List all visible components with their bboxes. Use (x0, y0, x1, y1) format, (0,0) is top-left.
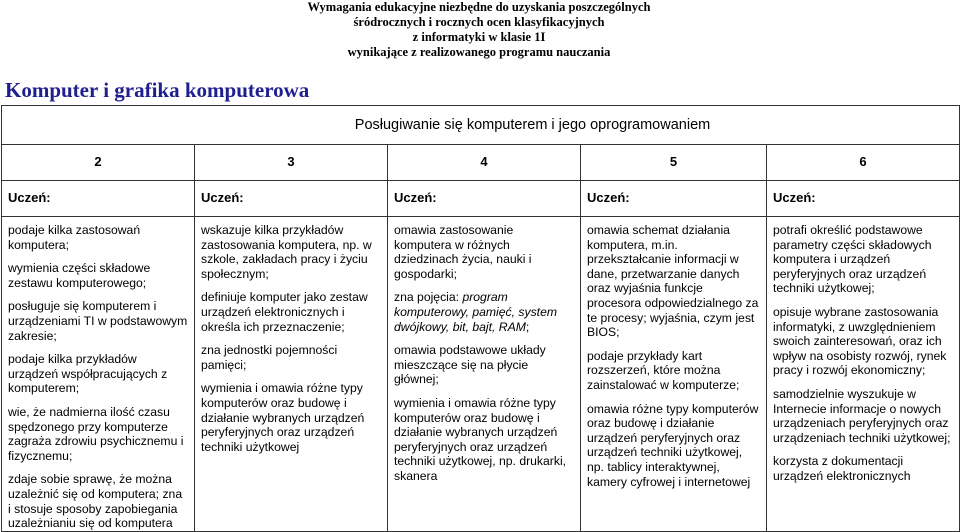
student-label: Uczeń: (767, 181, 960, 217)
requirement-item: wskazuje kilka przykładów zastosowania komputera, np. w szkole, zakładach pracy i życiu społecznym; (201, 223, 372, 281)
requirement-item: zna jednostki pojemności pamięci; (201, 343, 338, 372)
requirements-grade-2 (2, 217, 195, 532)
grade-cell: 3 (195, 145, 388, 181)
requirements-table (1, 105, 960, 532)
student-label-row (2, 181, 960, 217)
requirement-item: podaje kilka przykładów urządzeń współpracujących z komputerem; (8, 352, 168, 396)
section-title: Posługiwanie się komputerem i jego oprogramowaniem (2, 106, 960, 145)
header-line-4: wynikające z realizowanego programu nauczania (347, 45, 611, 59)
page-title: Komputer i grafika komputerowa (5, 78, 310, 102)
requirements-grade-6 (767, 217, 960, 532)
requirements-grade-3 (195, 217, 388, 532)
requirement-terms: program komputerowy, pamięć, system dwójkowy, bit, bajt, RAM (394, 290, 558, 334)
requirement-item: wymienia i omawia różne typy komputerów oraz budowę i działanie wybranych urządzeń peryferyjnych oraz urządzeń techniki użytkowej (201, 381, 365, 454)
requirements-row (2, 217, 960, 532)
grade-cell: 2 (2, 145, 195, 181)
requirement-item: opisuje wybrane zastosowania informatyki, z uwzględnieniem swoich zainteresowań, oraz ich wpływ na osobisty rozwój, rynek pracy i rozwój ekonomiczny; (773, 304, 947, 378)
requirement-text: zna pojęcia: (394, 290, 463, 305)
header-line-2: śródrocznych i rocznych ocen klasyfikacyjnych (353, 15, 605, 29)
student-label: Uczeń: (388, 181, 581, 217)
requirement-item: wie, że nadmierna ilość czasu spędzonego przy komputerze zagraża zdrowiu psychicznemu i fizycznemu; (8, 404, 184, 463)
requirement-item: omawia podstawowe układy mieszczące się na płycie głównej; (394, 343, 546, 387)
grade-cell: 6 (767, 145, 960, 181)
grade-cell: 5 (581, 145, 767, 181)
requirement-item: omawia zastosowanie komputera w różnych dziedzinach życia, nauki i gospodarki; (394, 223, 532, 281)
student-label: Uczeń: (195, 181, 388, 217)
requirement-item: zdaje sobie sprawę, że można uzależnić się od komputera; zna i stosuje sposoby zapobiegania uzależnianiu się od komputera (8, 472, 183, 531)
requirement-item: omawia schemat działania komputera, m.in. przekształcanie informacji w dane, przetwarzanie danych oraz wyjaśnia funkcje procesora odpowiedzialnego za te procesy; wyjaśnia, czym jest BIOS; (587, 223, 759, 340)
student-label: Uczeń: (581, 181, 767, 217)
requirement-item: korzysta z dokumentacji urządzeń elektronicznych (773, 454, 911, 483)
header-line-1: Wymagania edukacyjne niezbędne do uzyskania poszczególnych (307, 0, 651, 14)
document-header (293, 0, 665, 60)
student-label: Uczeń: (2, 181, 195, 217)
header-line-3: z informatyki w klasie 1I (412, 30, 546, 44)
grades-row (2, 145, 960, 181)
requirement-item (394, 290, 574, 334)
requirement-item: podaje kilka zastosowań komputera; (8, 223, 141, 252)
requirements-grade-4 (388, 217, 581, 532)
requirement-item: posługuje się komputerem i urządzeniami TI w podstawowym zakresie; (8, 299, 188, 343)
requirement-item: definiuje komputer jako zestaw urządzeń elektronicznych i określa ich przeznaczenie; (201, 290, 368, 334)
requirement-text: ; (525, 319, 530, 334)
requirements-grade-5 (581, 217, 767, 532)
requirement-item: samodzielnie wyszukuje w Internecie informacje o nowych urządzeniach peryferyjnych oraz urządzeniach techniki użytkowej; (773, 386, 951, 445)
requirement-item: wymienia części składowe zestawu komputerowego; (8, 261, 151, 290)
requirement-item: potrafi określić podstawowe parametry części składowych komputera i urządzeń peryferyjnych oraz urządzeń techniki użytkowej; (773, 223, 932, 296)
requirement-item: omawia różne typy komputerów oraz budowę i działanie urządzeń peryferyjnych oraz urządzeń techniki użytkowej, np. tablicy interaktywnej, kamery cyfrowej i internetowej (587, 401, 759, 489)
requirement-item: wymienia i omawia różne typy komputerów oraz budowę i działanie wybranych urządzeń peryferyjnych oraz urządzeń techniki użytkowej, np. drukarki, skanera (394, 395, 567, 483)
requirement-item: podaje przykłady kart rozszerzeń, które można zainstalować w komputerze; (587, 348, 740, 392)
grade-cell: 4 (388, 145, 581, 181)
section-row (2, 106, 960, 145)
